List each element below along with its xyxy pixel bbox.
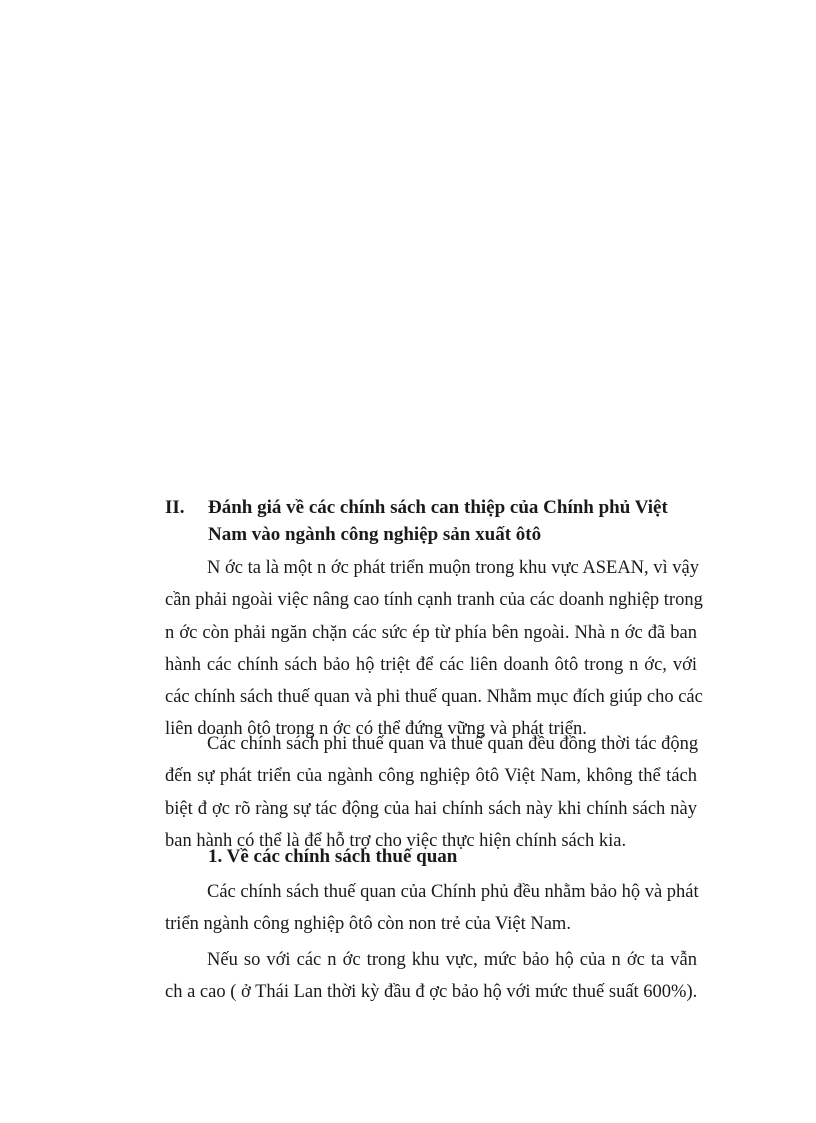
paragraph-line: đến sự phát triển của ngành công nghiệp ôtô Việt Nam, không thể tách [165, 766, 697, 787]
paragraph-2 [165, 728, 697, 857]
paragraph-line: Các chính sách phi thuế quan và thuế quan đều đồng thời tác động [207, 734, 699, 754]
subsection-heading: 1. Về các chính sách thuế quan [208, 846, 458, 867]
paragraph-line: n ớc còn phải ngăn chặn các sức ép từ phía bên ngoài. Nhà n ớc đã ban [165, 622, 697, 643]
paragraph-line: Các chính sách thuế quan của Chính phủ đều nhằm bảo hộ và phát [207, 882, 699, 902]
paragraph-line: triển ngành công nghiệp ôtô còn non trẻ của Việt Nam. [165, 914, 571, 935]
paragraph-line: ch a cao ( ở Thái Lan thời kỳ đầu đ ợc bảo hộ với mức thuế suất 600%). [165, 982, 698, 1003]
paragraph-line: biệt đ ợc rõ ràng sự tác động của hai chính sách này khi chính sách này [165, 798, 697, 819]
paragraph-line: cần phải ngoài việc nâng cao tính cạnh tranh của các doanh nghiệp trong [165, 590, 703, 611]
paragraph-1 [165, 552, 703, 746]
paragraph-line: liên doanh ôtô trong n ớc có thể đứng vững và phát triển. [165, 719, 587, 740]
paragraph-line: ban hành có thể là để hỗ trợ cho việc thực hiện chính sách kia. [165, 830, 627, 851]
paragraph-line: N ớc ta là một n ớc phát triển muộn trong khu vực ASEAN, vì vậy [207, 558, 700, 578]
section-number: II. [165, 497, 185, 518]
paragraph-4 [165, 944, 697, 1009]
section-title-line-1: Đánh giá về các chính sách can thiệp của Chính phủ Việt [208, 497, 668, 518]
paragraph-3 [165, 876, 697, 941]
paragraph-line: Nếu so với các n ớc trong khu vực, mức bảo hộ của n ớc ta vẫn [207, 950, 697, 970]
paragraph-line: các chính sách thuế quan và phi thuế quan. Nhằm mục đích giúp cho các [165, 687, 703, 708]
section-title-line-2: Nam vào ngành công nghiệp sản xuất ôtô [208, 524, 542, 545]
section-heading [165, 494, 705, 548]
paragraph-line: hành các chính sách bảo hộ triệt để các liên doanh ôtô trong n ớc, với [165, 654, 697, 675]
